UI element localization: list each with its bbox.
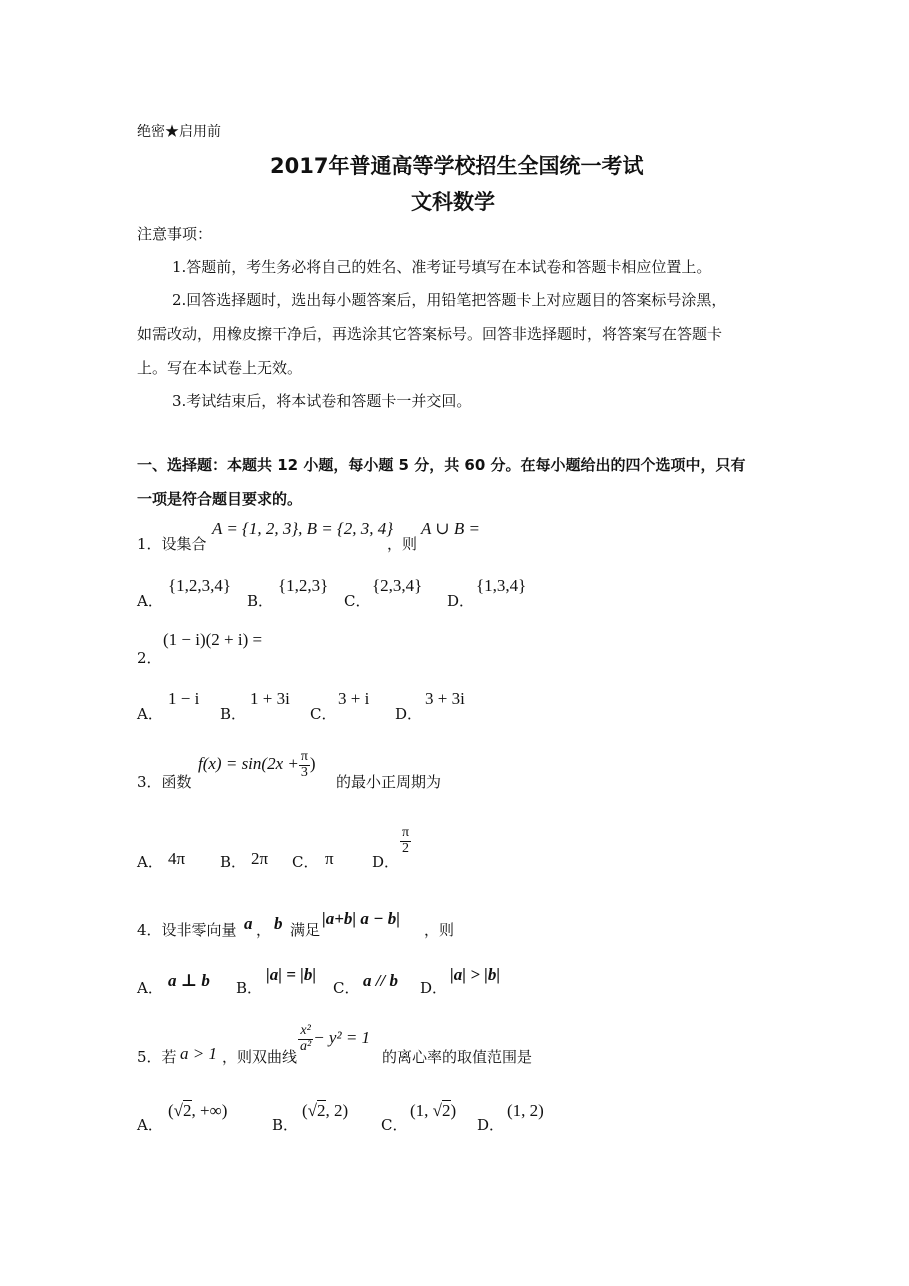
q5-label-d: D． — [477, 1116, 505, 1134]
q5-label-a: A． — [137, 1116, 163, 1134]
q5-option-c-post: ) — [450, 1101, 457, 1120]
q4-vector-b: b — [274, 914, 283, 933]
q3-function — [198, 750, 316, 780]
q5-option-a-post: , +∞) — [191, 1101, 228, 1120]
page-title: 2017年普通高等学校招生全国统一考试 — [270, 154, 644, 178]
q4-label-c: C． — [333, 979, 360, 997]
q5-fraction — [298, 1024, 313, 1054]
q4-label-b: B． — [236, 979, 263, 997]
q4-vector-a: a — [244, 914, 253, 933]
q3-label-d: D． — [372, 853, 400, 871]
q2-label-d: D． — [395, 705, 423, 723]
section-heading-cont: 一项是符合题目要求的。 — [137, 490, 303, 508]
q5-option-d: (1, 2) — [507, 1101, 544, 1120]
q2-option-c: 3 + i — [338, 689, 370, 708]
q5-label-b: B． — [272, 1116, 299, 1134]
q4-option-a: a ⊥ b — [168, 971, 210, 990]
q5-option-c-radicand: 2 — [442, 1101, 451, 1120]
q5-hyperbola — [298, 1024, 370, 1054]
q5-option-b-post: , 2) — [325, 1101, 349, 1120]
q5-option-b: (√2, 2) — [302, 1101, 349, 1120]
q4-comma: ， — [256, 921, 272, 939]
q3-stem: 3．函数 — [137, 773, 192, 791]
q5-option-a-pre: ( — [168, 1101, 174, 1120]
q3-function-right: ) — [309, 754, 316, 774]
q2-expression: (1 − i)(2 + i) = — [163, 630, 263, 649]
q4-condition: |a+b| a − b| — [322, 909, 400, 928]
q1-stem-cont: ，则 — [387, 535, 418, 553]
q3-option-d — [400, 826, 411, 856]
q3-option-a: 4π — [168, 849, 186, 868]
q3-fraction — [299, 750, 310, 780]
q5-label-c: C． — [381, 1116, 408, 1134]
q2-option-a: 1 − i — [168, 689, 200, 708]
q4-stem-end: ，则 — [424, 921, 455, 939]
q1-option-a: {1,2,3,4} — [168, 576, 232, 595]
q4-label-a: A． — [137, 979, 163, 997]
q1-option-c: {2,3,4} — [372, 576, 423, 595]
q5-stem-end: 的离心率的取值范围是 — [382, 1048, 533, 1066]
q1-label-a: A． — [137, 592, 163, 610]
notice-item-2: 2.回答选择题时，选出每小题答案后，用铅笔把答题卡上对应题目的答案标号涂黑， — [172, 291, 727, 309]
q3-option-c: π — [325, 849, 334, 868]
q5-option-a: (√2, +∞) — [168, 1101, 228, 1120]
q5-fraction-num: x² — [298, 1024, 313, 1040]
q5-option-a-radicand: 2 — [183, 1101, 192, 1120]
q3-label-b: B． — [220, 853, 247, 871]
q2-label-c: C． — [310, 705, 337, 723]
notice-item-1: 1.答题前，考生务必将自己的姓名、准考证号填写在本试卷和答题卡相应位置上。 — [172, 258, 712, 276]
q5-stem: 5．若 — [137, 1048, 177, 1066]
q4-label-d: D． — [420, 979, 448, 997]
q1-label-b: B． — [247, 592, 274, 610]
q5-option-c: (1, √2) — [410, 1101, 457, 1120]
notice-item-2-cont: 如需改动，用橡皮擦干净后，再选涂其它答案标号。回答非选择题时，将答案写在答题卡 — [137, 325, 723, 343]
q1-label-c: C． — [344, 592, 371, 610]
q4-option-c: a // b — [363, 971, 398, 990]
q3-option-b: 2π — [251, 849, 269, 868]
q2-option-b: 1 + 3i — [250, 689, 290, 708]
q1-label-d: D． — [447, 592, 475, 610]
notice-item-3: 3.考试结束后，将本试卷和答题卡一并交回。 — [172, 392, 472, 410]
q4-stem-cont: 满足 — [290, 921, 321, 939]
q3-stem-cont: 的最小正周期为 — [336, 773, 442, 791]
q3-function-left: f(x) = sin(2x + — [198, 754, 299, 774]
q5-condition: a > 1 — [180, 1044, 217, 1063]
q3-fraction-num: π — [300, 749, 308, 764]
q5-option-c-pre: (1, — [410, 1101, 433, 1120]
q3-option-d-num: π — [402, 825, 410, 840]
q2-option-d: 3 + 3i — [425, 689, 465, 708]
q5-option-b-radicand: 2 — [317, 1101, 326, 1120]
notice-heading: 注意事项： — [137, 225, 213, 243]
q5-option-b-pre: ( — [302, 1101, 308, 1120]
q2-label-a: A． — [137, 705, 163, 723]
q3-label-a: A． — [137, 853, 163, 871]
q4-option-d: |a| > |b| — [450, 965, 501, 984]
q5-stem-cont: ，则双曲线 — [222, 1048, 298, 1066]
q4-stem: 4．设非零向量 — [137, 921, 237, 939]
q5-fraction-den: a² — [300, 1038, 312, 1054]
q2-label-b: B． — [220, 705, 247, 723]
q1-sets: A = {1, 2, 3}, B = {2, 3, 4} — [212, 519, 394, 538]
q1-stem: 1．设集合 — [137, 535, 207, 553]
q1-option-b: {1,2,3} — [278, 576, 329, 595]
notice-item-2-end: 上。写在本试卷上无效。 — [137, 359, 303, 377]
section-heading: 一、选择题：本题共 12 小题，每小题 5 分，共 60 分。在每小题给出的四个选项中，只有 — [137, 456, 746, 474]
page-subtitle: 文科数学 — [411, 190, 495, 214]
q2-number: 2． — [137, 649, 162, 667]
q1-option-d: {1,3,4} — [476, 576, 527, 595]
secret-label: 绝密★启用前 — [137, 124, 221, 140]
q1-union: A ∪ B = — [421, 519, 480, 538]
q3-fraction-den: 3 — [300, 764, 308, 780]
q3-option-d-den: 2 — [402, 840, 410, 856]
q3-label-c: C． — [292, 853, 319, 871]
q4-option-b: |a| = |b| — [266, 965, 317, 984]
q5-hyperbola-right: − y² = 1 — [313, 1028, 371, 1048]
